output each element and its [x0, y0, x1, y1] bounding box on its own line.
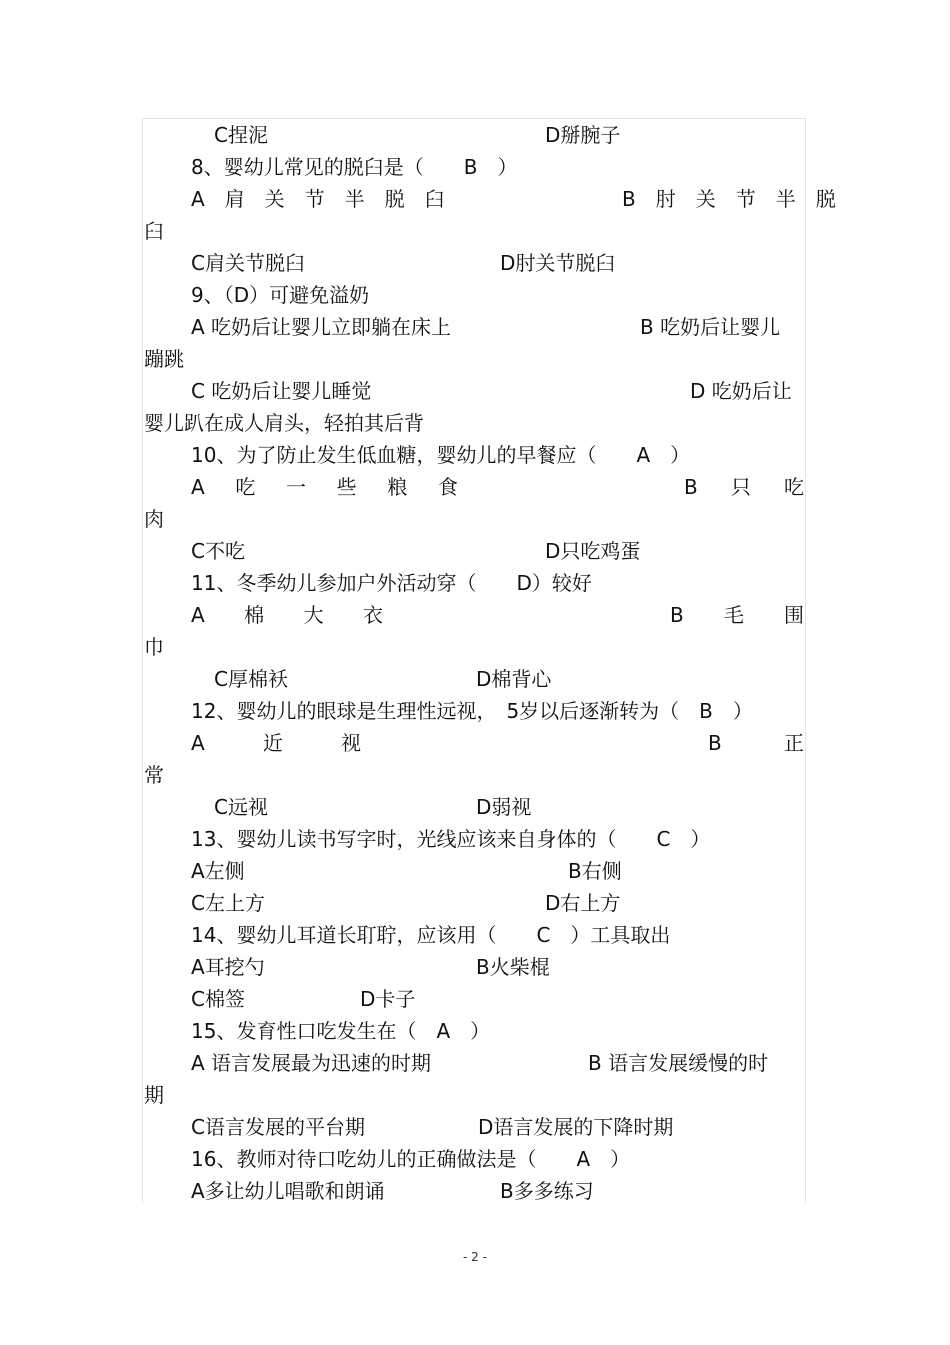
option-a-10-char: A: [191, 475, 205, 499]
option-a-12-char: 近: [262, 731, 283, 755]
option-a-13: A左侧: [191, 859, 245, 883]
question-14: 14、婴幼儿耳道长耵聍，应该用（ C ）工具取出: [191, 923, 671, 947]
option-a-10-char: 吃: [235, 475, 256, 499]
option-a-11: [191, 599, 383, 631]
option-b-14: B火柴棍: [476, 955, 550, 979]
option-b-11-wrap: 巾: [144, 635, 164, 659]
question-13: 13、婴幼儿读书写字时，光线应该来自身体的（ C ）: [191, 827, 711, 851]
question-10: 10、为了防止发生低血糖，婴幼儿的早餐应（ A ）: [191, 443, 691, 467]
option-b-10-char: 吃: [783, 475, 804, 499]
option-a-16: A多让幼儿唱歌和朗诵: [191, 1179, 385, 1203]
option-c-8: C肩关节脱臼: [191, 251, 305, 275]
option-b-15: B 语言发展缓慢的时: [588, 1051, 769, 1075]
option-b-11: [670, 599, 804, 631]
option-b-8-wrap: 臼: [144, 219, 164, 243]
option-b-8: B 肘 关 节 半 脱: [622, 187, 836, 211]
option-c-9: C 吃奶后让婴儿睡觉: [191, 379, 372, 403]
option-d-11: D棉背心: [476, 667, 552, 691]
option-a-11-char: 大: [303, 603, 324, 627]
question-11: 11、冬季幼儿参加户外活动穿（ D）较好: [191, 571, 592, 595]
option-a-9: A 吃奶后让婴儿立即躺在床上: [191, 315, 452, 339]
question-15: 15、发育性口吃发生在（ A ）: [191, 1019, 491, 1043]
option-d-9-wrap: 婴儿趴在成人肩头，轻拍其后背: [144, 411, 424, 435]
question-12: 12、婴幼儿的眼球是生理性远视， 5岁以后逐渐转为（ B ）: [191, 699, 753, 723]
option-b-16: B多多练习: [500, 1179, 594, 1203]
option-a-10-char: 粮: [387, 475, 408, 499]
option-a-10-char: 些: [336, 475, 357, 499]
option-a-11-char: A: [191, 603, 205, 627]
page-number: - 2 -: [463, 1250, 487, 1264]
option-b-11-char: B: [670, 603, 684, 627]
option-b-12: [708, 727, 804, 759]
option-a-11-char: 棉: [244, 603, 265, 627]
option-b-9-wrap: 蹦跳: [144, 347, 184, 371]
option-b-11-char: 毛: [723, 603, 744, 627]
option-a-10-char: 食: [437, 475, 458, 499]
question-16: 16、教师对待口吃幼儿的正确做法是（ A ）: [191, 1147, 631, 1171]
option-d-13: D右上方: [545, 891, 621, 915]
option-b-11-char: 围: [783, 603, 804, 627]
option-d-7: D掰腕子: [545, 123, 621, 147]
option-b-13: B右侧: [568, 859, 622, 883]
option-d-9: D 吃奶后让: [690, 379, 792, 403]
option-c-15: C语言发展的平台期: [191, 1115, 365, 1139]
option-b-12-wrap: 常: [144, 763, 164, 787]
option-a-11-char: 衣: [363, 603, 383, 627]
option-a-12-char: A: [191, 731, 205, 755]
option-a-14: A耳挖勺: [191, 955, 265, 979]
option-a-12: [191, 727, 361, 759]
option-b-15-wrap: 期: [144, 1083, 164, 1107]
option-a-10: [191, 471, 458, 503]
option-c-14: C棉签: [191, 987, 245, 1011]
question-9: 9、（D）可避免溢奶: [191, 283, 370, 307]
option-c-12: C远视: [214, 795, 268, 819]
option-d-14: D卡子: [360, 987, 416, 1011]
option-b-10-char: 只: [730, 475, 751, 499]
option-d-8: D肘关节脱臼: [500, 251, 616, 275]
option-a-10-char: 一: [286, 475, 306, 499]
option-a-8: A 肩 关 节 半 脱 臼: [191, 187, 445, 211]
option-b-9: B 吃奶后让婴儿: [640, 315, 781, 339]
option-c-11: C厚棉袄: [214, 667, 288, 691]
option-b-10-char: B: [684, 475, 698, 499]
option-c-13: C左上方: [191, 891, 265, 915]
option-b-10-wrap: 肉: [144, 507, 164, 531]
option-b-10: [684, 471, 804, 503]
option-c-7: C捏泥: [214, 123, 268, 147]
option-c-10: C不吃: [191, 539, 245, 563]
option-b-12-char: B: [708, 731, 722, 755]
question-8: 8、婴幼儿常见的脱臼是（ B ）: [191, 155, 518, 179]
option-a-15: A 语言发展最为迅速的时期: [191, 1051, 432, 1075]
option-b-12-char: 正: [784, 731, 804, 755]
option-d-12: D弱视: [476, 795, 532, 819]
option-a-12-char: 视: [341, 731, 361, 755]
option-d-15: D语言发展的下降时期: [478, 1115, 674, 1139]
option-d-10: D只吃鸡蛋: [545, 539, 641, 563]
